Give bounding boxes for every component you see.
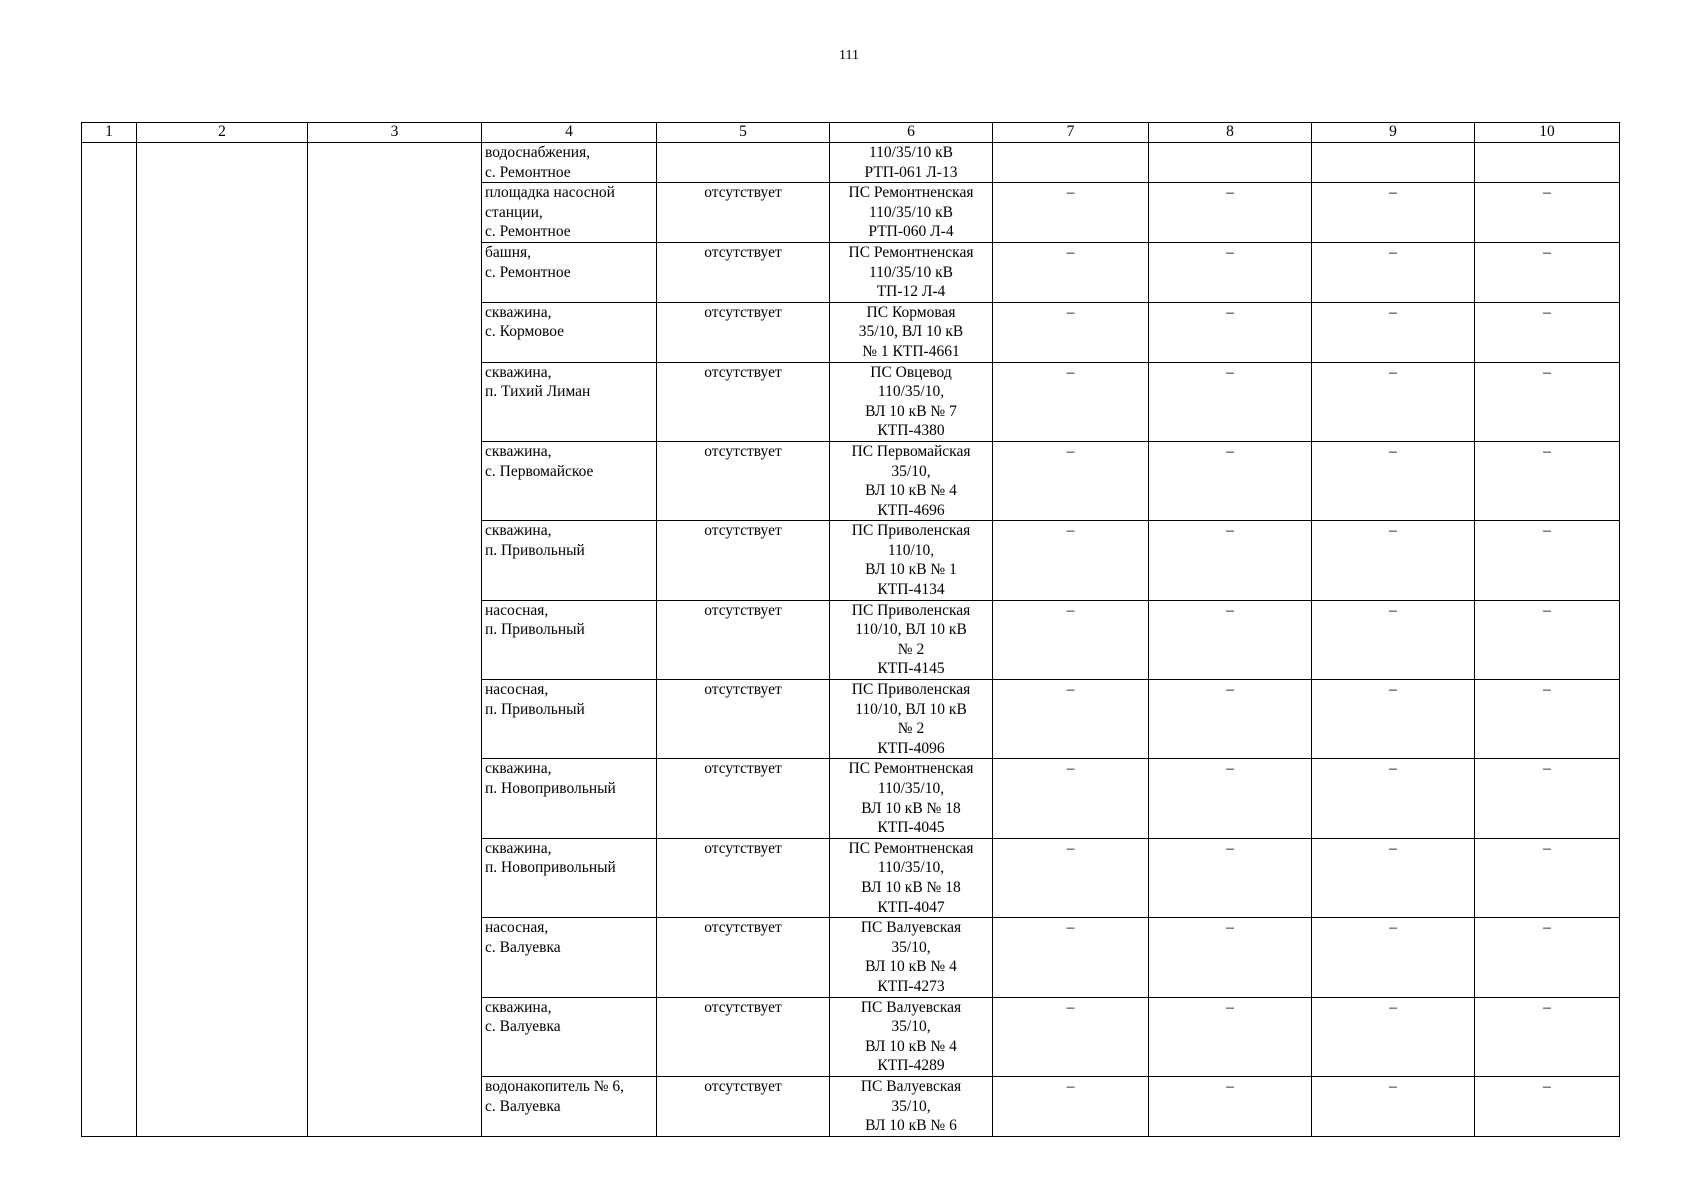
table-row <box>82 143 1620 183</box>
cell-c6: ПС Валуевская 35/10, ВЛ 10 кВ № 6 <box>830 1076 993 1136</box>
cell-c10: – <box>1475 759 1620 838</box>
cell-c10: – <box>1475 521 1620 600</box>
cell-c10: – <box>1475 918 1620 997</box>
cell-c6: ПС Ремонтненская 110/35/10, ВЛ 10 кВ № 18 КТП-4045 <box>830 759 993 838</box>
column-header-3: 3 <box>308 123 482 143</box>
col-3-merged-cell <box>308 143 482 1137</box>
cell-c7: – <box>993 362 1149 441</box>
cell-c5: отсутствует <box>657 1076 830 1136</box>
cell-c5: отсутствует <box>657 521 830 600</box>
column-header-5: 5 <box>657 123 830 143</box>
column-header-6: 6 <box>830 123 993 143</box>
cell-c5: отсутствует <box>657 183 830 243</box>
cell-c8: – <box>1149 759 1312 838</box>
column-header-4: 4 <box>482 123 657 143</box>
cell-c7: – <box>993 302 1149 362</box>
cell-c8: – <box>1149 441 1312 520</box>
cell-c4: скважина, с. Кормовое <box>482 302 657 362</box>
cell-c10: – <box>1475 302 1620 362</box>
data-table <box>81 122 1620 1137</box>
cell-c6: ПС Валуевская 35/10, ВЛ 10 кВ № 4 КТП-4289 <box>830 997 993 1076</box>
cell-c8: – <box>1149 521 1312 600</box>
cell-c7: – <box>993 1076 1149 1136</box>
cell-c8: – <box>1149 302 1312 362</box>
cell-c6: ПС Приволенская 110/10, ВЛ 10 кВ № 2 КТП-4096 <box>830 680 993 759</box>
cell-c10: – <box>1475 997 1620 1076</box>
cell-c6: ПС Ремонтненская 110/35/10, ВЛ 10 кВ № 18 КТП-4047 <box>830 838 993 917</box>
cell-c8: – <box>1149 183 1312 243</box>
cell-c7: – <box>993 997 1149 1076</box>
cell-c9: – <box>1312 838 1475 917</box>
column-header-1: 1 <box>82 123 137 143</box>
cell-c7: – <box>993 183 1149 243</box>
cell-c4: насосная, с. Валуевка <box>482 918 657 997</box>
cell-c9: – <box>1312 302 1475 362</box>
cell-c4: скважина, с. Первомайское <box>482 441 657 520</box>
cell-c9: – <box>1312 680 1475 759</box>
column-header-9: 9 <box>1312 123 1475 143</box>
cell-c7: – <box>993 918 1149 997</box>
cell-c6: 110/35/10 кВ РТП-061 Л-13 <box>830 143 993 183</box>
cell-c6: ПС Овцевод 110/35/10, ВЛ 10 кВ № 7 КТП-4380 <box>830 362 993 441</box>
cell-c5: отсутствует <box>657 362 830 441</box>
cell-c10: – <box>1475 242 1620 302</box>
cell-c8 <box>1149 143 1312 183</box>
cell-c4: скважина, п. Новопривольный <box>482 838 657 917</box>
cell-c8: – <box>1149 918 1312 997</box>
cell-c10: – <box>1475 838 1620 917</box>
cell-c6: ПС Кормовая 35/10, ВЛ 10 кВ № 1 КТП-4661 <box>830 302 993 362</box>
cell-c9: – <box>1312 918 1475 997</box>
column-header-10: 10 <box>1475 123 1620 143</box>
cell-c8: – <box>1149 1076 1312 1136</box>
cell-c7: – <box>993 759 1149 838</box>
cell-c9: – <box>1312 242 1475 302</box>
cell-c6: ПС Первомайская 35/10, ВЛ 10 кВ № 4 КТП-4696 <box>830 441 993 520</box>
cell-c4: площадка насосной станции, с. Ремонтное <box>482 183 657 243</box>
cell-c9: – <box>1312 362 1475 441</box>
cell-c10: – <box>1475 441 1620 520</box>
cell-c10: – <box>1475 183 1620 243</box>
cell-c9: – <box>1312 600 1475 679</box>
column-header-2: 2 <box>137 123 308 143</box>
cell-c9: – <box>1312 441 1475 520</box>
cell-c9: – <box>1312 183 1475 243</box>
cell-c7: – <box>993 680 1149 759</box>
cell-c9: – <box>1312 1076 1475 1136</box>
cell-c6: ПС Приволенская 110/10, ВЛ 10 кВ № 1 КТП-4134 <box>830 521 993 600</box>
cell-c4: водоснабжения, с. Ремонтное <box>482 143 657 183</box>
col-2-merged-cell <box>137 143 308 1137</box>
cell-c6: ПС Приволенская 110/10, ВЛ 10 кВ № 2 КТП-4145 <box>830 600 993 679</box>
cell-c9 <box>1312 143 1475 183</box>
cell-c10 <box>1475 143 1620 183</box>
cell-c5: отсутствует <box>657 838 830 917</box>
cell-c8: – <box>1149 362 1312 441</box>
cell-c5: отсутствует <box>657 242 830 302</box>
cell-c4: скважина, п. Тихий Лиман <box>482 362 657 441</box>
cell-c10: – <box>1475 600 1620 679</box>
cell-c5: отсутствует <box>657 759 830 838</box>
cell-c7: – <box>993 441 1149 520</box>
cell-c4: башня, с. Ремонтное <box>482 242 657 302</box>
cell-c4: скважина, с. Валуевка <box>482 997 657 1076</box>
cell-c8: – <box>1149 600 1312 679</box>
cell-c5: отсутствует <box>657 600 830 679</box>
cell-c7: – <box>993 838 1149 917</box>
cell-c5: отсутствует <box>657 302 830 362</box>
cell-c8: – <box>1149 838 1312 917</box>
cell-c4: насосная, п. Привольный <box>482 600 657 679</box>
cell-c10: – <box>1475 680 1620 759</box>
cell-c9: – <box>1312 759 1475 838</box>
column-header-7: 7 <box>993 123 1149 143</box>
table-body <box>82 143 1620 1137</box>
cell-c4: скважина, п. Новопривольный <box>482 759 657 838</box>
cell-c5 <box>657 143 830 183</box>
cell-c9: – <box>1312 521 1475 600</box>
cell-c4: скважина, п. Привольный <box>482 521 657 600</box>
cell-c7: – <box>993 242 1149 302</box>
cell-c7 <box>993 143 1149 183</box>
page-number: 111 <box>839 48 859 63</box>
cell-c8: – <box>1149 997 1312 1076</box>
cell-c6: ПС Ремонтненская 110/35/10 кВ РТП-060 Л-4 <box>830 183 993 243</box>
cell-c10: – <box>1475 1076 1620 1136</box>
cell-c8: – <box>1149 242 1312 302</box>
column-header-8: 8 <box>1149 123 1312 143</box>
cell-c4: насосная, п. Привольный <box>482 680 657 759</box>
cell-c6: ПС Ремонтненская 110/35/10 кВ ТП-12 Л-4 <box>830 242 993 302</box>
col-1-merged-cell <box>82 143 137 1137</box>
cell-c8: – <box>1149 680 1312 759</box>
cell-c7: – <box>993 600 1149 679</box>
cell-c5: отсутствует <box>657 680 830 759</box>
cell-c7: – <box>993 521 1149 600</box>
cell-c5: отсутствует <box>657 918 830 997</box>
cell-c9: – <box>1312 997 1475 1076</box>
cell-c6: ПС Валуевская 35/10, ВЛ 10 кВ № 4 КТП-4273 <box>830 918 993 997</box>
cell-c5: отсутствует <box>657 441 830 520</box>
cell-c4: водонакопитель № 6, с. Валуевка <box>482 1076 657 1136</box>
cell-c5: отсутствует <box>657 997 830 1076</box>
header-row <box>82 123 1620 143</box>
cell-c10: – <box>1475 362 1620 441</box>
